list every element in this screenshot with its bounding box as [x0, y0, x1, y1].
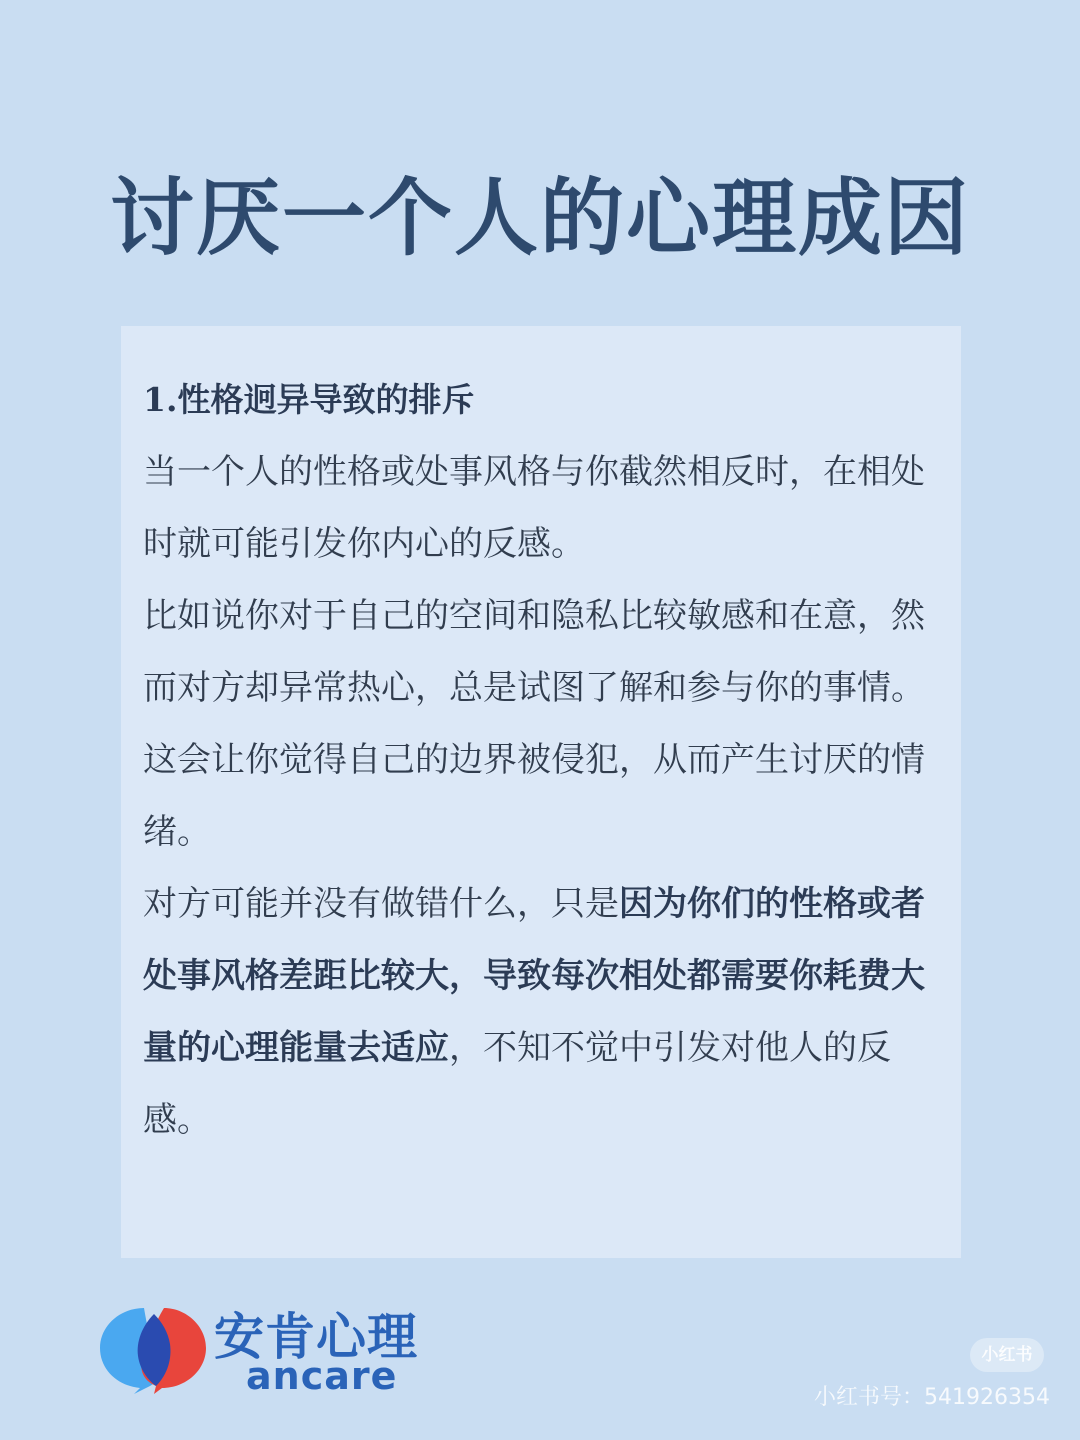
watermark-id: 小红书号：541926354	[814, 1385, 1050, 1410]
content-card	[121, 326, 961, 1258]
paragraph-4-start: 对方可能并没有做错什么，只是	[143, 884, 619, 924]
paragraph-2: 比如说你对于自己的空间和隐私比较敏感和在意，然而对方却异常热心，总是试图了解和参与你的事情。	[143, 596, 925, 708]
paragraph-4-bold: 因为你们的性格或者处事风格差距比较大，导致每次相处都需要你耗费大量的心理能量去适应	[143, 884, 925, 1068]
section-heading: 1.性格迥异导致的排斥	[143, 380, 475, 419]
paragraph-1: 当一个人的性格或处事风格与你截然相反时，在相处时就可能引发你内心的反感。	[143, 452, 925, 564]
paragraph-3: 这会让你觉得自己的边界被侵犯，从而产生讨厌的情绪。	[143, 740, 925, 852]
brand-name-en: ancare	[246, 1354, 398, 1398]
ancare-logo-icon	[98, 1302, 208, 1394]
watermark-badge: 小红书	[970, 1338, 1044, 1372]
brand-name-cn: 安肯心理	[214, 1308, 418, 1366]
paragraph-4	[143, 868, 939, 1156]
paragraph-4-end: ，不知不觉中引发对他人的反感。	[143, 1028, 891, 1140]
page-title: 讨厌一个人的心理成因	[109, 168, 970, 267]
